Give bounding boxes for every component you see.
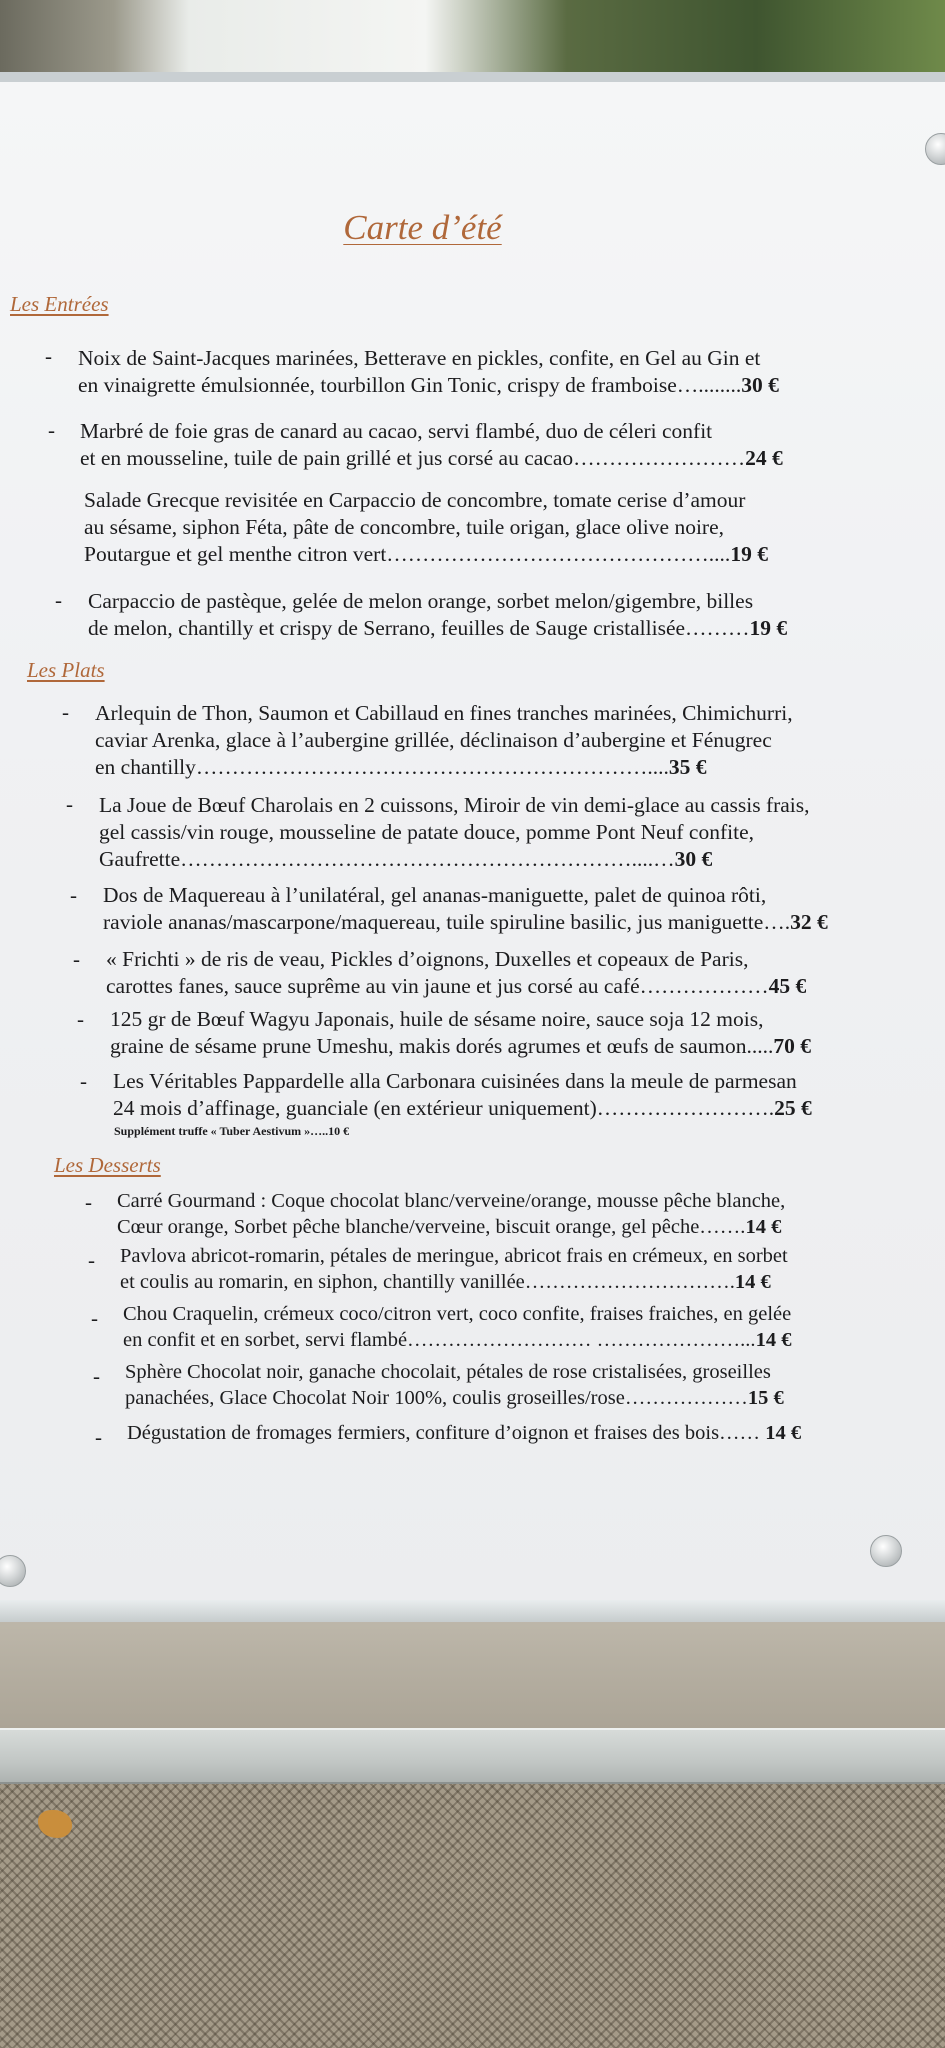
menu-item-dessert: Carré Gourmand : Coque chocolat blanc/verveine/orange, mousse pêche blanche, Cœur orange, Sorbet pêche blanche/verveine, biscuit orange, gel pêche…….14 € — [117, 1190, 786, 1238]
list-bullet: - — [91, 1306, 98, 1330]
screw-icon — [870, 1535, 902, 1567]
item-price: 25 € — [774, 1096, 812, 1120]
item-price: 70 € — [773, 1034, 811, 1058]
item-price: 45 € — [768, 974, 807, 998]
list-bullet: - — [77, 1007, 84, 1031]
menu-item-dessert: Dégustation de fromages fermiers, confiture d’oignon et fraises des bois…… 14 € — [127, 1422, 802, 1444]
menu-item-entree: Noix de Saint-Jacques marinées, Betterave en pickles, confite, en Gel au Gin et en vinaigrette émulsionnée, tourbillon Gin Tonic, crispy de framboise…........30 € — [78, 346, 779, 397]
list-bullet: - — [95, 1425, 102, 1449]
menu-item-plat: « Frichti » de ris de veau, Pickles d’oignons, Duxelles et copeaux de Paris, carottes fanes, sauce suprême au vin jaune et jus corsé au café………………45 € — [106, 947, 807, 998]
item-price: 19 € — [749, 616, 788, 640]
table-surface-light — [0, 1620, 945, 1740]
item-price: 14 € — [765, 1422, 802, 1444]
section-heading-entrees: Les Entrées — [10, 292, 109, 316]
acrylic-stand-base — [0, 1728, 945, 1784]
list-bullet: - — [45, 344, 52, 368]
item-price: 32 € — [790, 910, 828, 934]
list-bullet: - — [73, 947, 80, 971]
menu-item-plat: Dos de Maquereau à l’unilatéral, gel ananas-maniguette, palet de quinoa rôti, raviole ananas/mascarpone/maquereau, tuile spiruline basilic, jus maniguette….32 € — [103, 883, 828, 934]
item-price: 24 € — [745, 446, 783, 470]
menu-item-dessert: Pavlova abricot-romarin, pétales de meringue, abricot frais en crémeux, en sorbet et coulis au romarin, en siphon, chantilly vanillée………………………….14 € — [120, 1245, 788, 1293]
list-bullet: - — [70, 883, 77, 907]
menu-item-plat: Les Véritables Pappardelle alla Carbonara cuisinées dans la meule de parmesan 24 mois d’affinage, guanciale (en extérieur uniquement)…………………….25 € — [113, 1069, 812, 1120]
item-price: 14 € — [745, 1216, 782, 1238]
menu-item-entree: Carpaccio de pastèque, gelée de melon orange, sorbet melon/gigembre, billes de melon, chantilly et crispy de Serrano, feuilles de Sauge cristallisée………19 € — [88, 589, 788, 640]
list-bullet: - — [62, 700, 69, 724]
item-price: 14 € — [734, 1271, 771, 1293]
list-bullet: - — [55, 588, 62, 612]
menu-item-entree: Salade Grecque revisitée en Carpaccio de concombre, tomate cerise d’amour au sésame, siphon Féta, pâte de concombre, tuile origan, glace olive noire, Poutargue et gel menthe citron vert………………………………………....19 € — [84, 488, 768, 566]
item-price: 19 € — [730, 542, 768, 566]
section-heading-desserts: Les Desserts — [54, 1153, 161, 1177]
item-price: 15 € — [747, 1387, 784, 1409]
item-price: 30 € — [741, 373, 779, 397]
menu-title: Carte d’été — [343, 208, 502, 247]
menu-item-dessert: Sphère Chocolat noir, ganache chocolait, pétales de rose cristalisées, groseilles panachées, Glace Chocolat Noir 100%, coulis groseilles/rose………………15 € — [125, 1361, 784, 1409]
item-price: 14 € — [755, 1329, 792, 1351]
item-price: 35 € — [668, 755, 707, 779]
menu-panel-edge — [0, 1600, 945, 1622]
menu-item-entree: Marbré de foie gras de canard au cacao, servi flambé, duo de céleri confit et en mousseline, tuile de pain grillé et jus corsé au cacao……………………24 € — [80, 419, 783, 470]
list-bullet: - — [88, 1248, 95, 1272]
menu-item-plat: Arlequin de Thon, Saumon et Cabillaud en fines tranches marinées, Chimichurri, caviar Arenka, glace à l’aubergine grillée, déclinaison d’aubergine et Fénugrec en chantilly………………………………………………………....35 € — [95, 701, 793, 779]
item-price: 30 € — [674, 847, 713, 871]
list-bullet: - — [66, 792, 73, 816]
list-bullet: - — [85, 1190, 92, 1214]
section-heading-plats: Les Plats — [27, 658, 105, 682]
menu-item-plat: La Joue de Bœuf Charolais en 2 cuissons, Miroir de vin demi-glace au cassis frais, gel cassis/vin rouge, mousseline de patate douce, pomme Pont Neuf confite, Gaufrette………………………………………………………....…30 € — [99, 793, 810, 871]
supplement-note: Supplément truffe « Tuber Aestivum »…..10 € — [114, 1124, 350, 1138]
list-bullet: - — [93, 1364, 100, 1388]
menu-item-dessert: Chou Craquelin, crémeux coco/citron vert, coco confite, fraises fraiches, en gelée en confit et en sorbet, servi flambé……………………… …………………...14 € — [123, 1303, 792, 1351]
menu-item-plat: 125 gr de Bœuf Wagyu Japonais, huile de sésame noire, sauce soja 12 mois, graine de sésame prune Umeshu, makis dorés agrumes et œufs de saumon.....70 € — [110, 1007, 811, 1058]
list-bullet: - — [80, 1069, 87, 1093]
list-bullet: - — [48, 418, 55, 442]
